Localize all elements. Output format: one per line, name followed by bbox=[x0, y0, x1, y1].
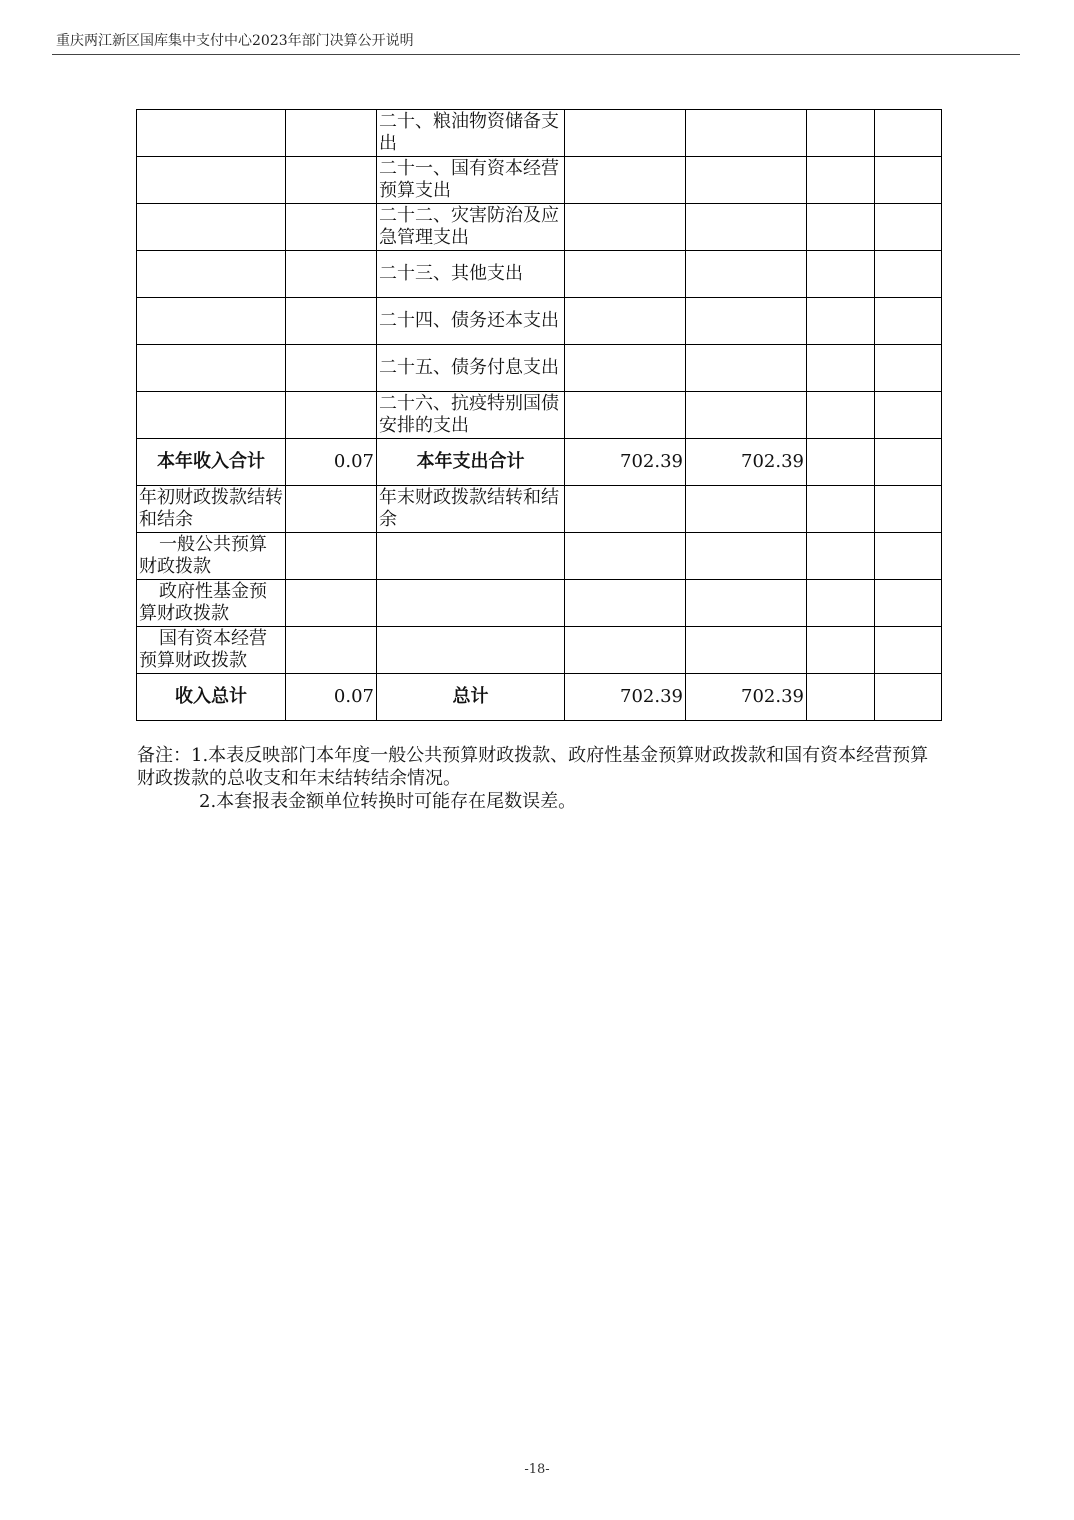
table-row bbox=[137, 392, 942, 439]
expense-item-label: 二十五、债务付息支出 bbox=[377, 345, 565, 392]
expense-item-label: 二十、粮油物资储备支出 bbox=[377, 110, 565, 157]
table-row bbox=[137, 580, 942, 627]
grand-income-label: 收入总计 bbox=[137, 674, 286, 721]
table-row bbox=[137, 533, 942, 580]
note-2: 2.本套报表金额单位转换时可能存在尾数误差。 bbox=[199, 791, 577, 812]
expense-item-label: 二十四、债务还本支出 bbox=[377, 298, 565, 345]
grand-expense-value-general: 702.39 bbox=[686, 674, 807, 721]
annual-expense-value-total: 702.39 bbox=[565, 439, 686, 486]
annual-total-row bbox=[137, 439, 942, 486]
table-row bbox=[137, 157, 942, 204]
header-divider bbox=[52, 54, 1020, 55]
begin-carryover-label: 年初财政拨款结转和结余 bbox=[137, 486, 286, 533]
table-row bbox=[137, 204, 942, 251]
table-row bbox=[137, 345, 942, 392]
annual-expense-label: 本年支出合计 bbox=[377, 439, 565, 486]
expense-item-label: 二十一、国有资本经营预算支出 bbox=[377, 157, 565, 204]
annual-income-label: 本年收入合计 bbox=[137, 439, 286, 486]
grand-expense-label: 总计 bbox=[377, 674, 565, 721]
end-carryover-label: 年末财政拨款结转和结余 bbox=[377, 486, 565, 533]
annual-income-value: 0.07 bbox=[286, 439, 377, 486]
sub-item-label: 政府性基金预算财政拨款 bbox=[137, 580, 286, 627]
sub-item-label: 国有资本经营预算财政拨款 bbox=[137, 627, 286, 674]
annual-expense-value-general: 702.39 bbox=[686, 439, 807, 486]
table-row bbox=[137, 627, 942, 674]
grand-total-row bbox=[137, 674, 942, 721]
carryover-row bbox=[137, 486, 942, 533]
table-row bbox=[137, 110, 942, 157]
page-number: -18- bbox=[524, 1462, 550, 1477]
grand-expense-value-total: 702.39 bbox=[565, 674, 686, 721]
table-notes bbox=[137, 744, 937, 813]
expense-item-label: 二十六、抗疫特别国债安排的支出 bbox=[377, 392, 565, 439]
table-row bbox=[137, 298, 942, 345]
note-1: 备注：1.本表反映部门本年度一般公共预算财政拨款、政府性基金预算财政拨款和国有资本经营预算财政拨款的总收支和年末结转结余情况。 bbox=[137, 745, 929, 789]
sub-item-label: 一般公共预算财政拨款 bbox=[137, 533, 286, 580]
page-header-title: 重庆两江新区国库集中支付中心2023年部门决算公开说明 bbox=[56, 33, 414, 49]
expense-item-label: 二十二、灾害防治及应急管理支出 bbox=[377, 204, 565, 251]
grand-income-value: 0.07 bbox=[286, 674, 377, 721]
expense-item-label: 二十三、其他支出 bbox=[377, 251, 565, 298]
table-row bbox=[137, 251, 942, 298]
budget-table bbox=[136, 109, 942, 721]
